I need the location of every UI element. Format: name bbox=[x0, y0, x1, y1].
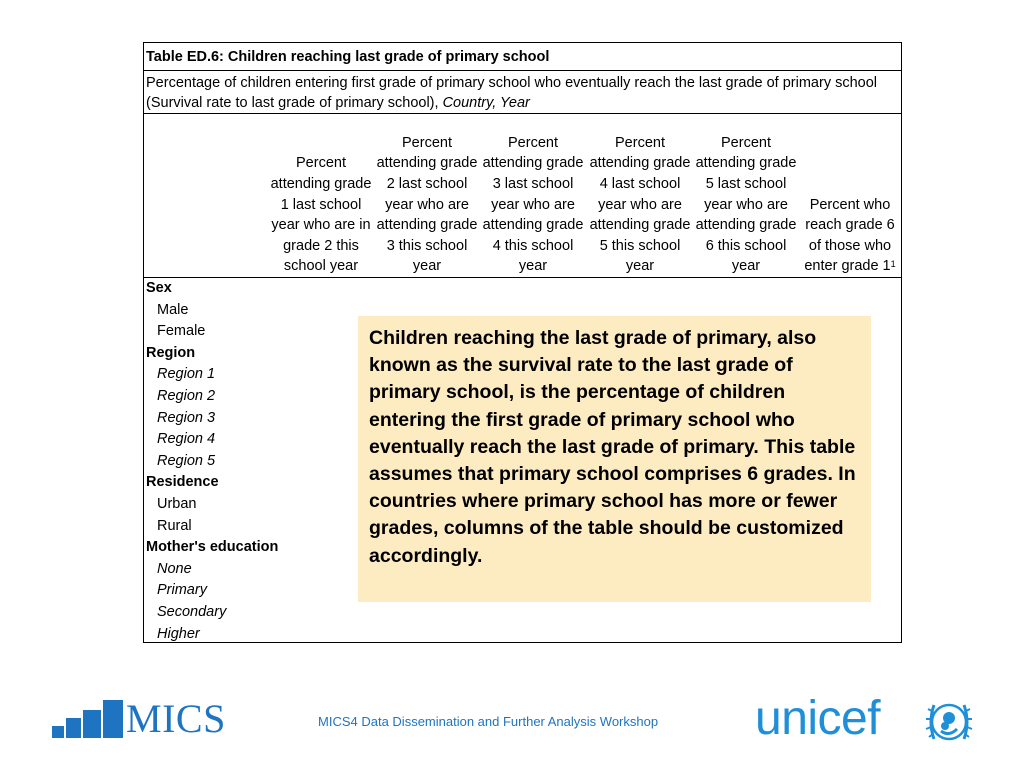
row-label: Male bbox=[157, 301, 189, 318]
column-header-grade4-text: Percent attending grade 4 last school year who are attending grade 5 this school year bbox=[589, 134, 691, 275]
row-label: Region 3 bbox=[157, 409, 216, 426]
column-header-grade5 bbox=[693, 133, 799, 277]
row-label: Urban bbox=[157, 496, 197, 512]
row-label: Female bbox=[157, 323, 206, 340]
row-label: Higher bbox=[157, 625, 200, 642]
column-header-grade4 bbox=[587, 133, 693, 277]
column-header-grade2 bbox=[374, 133, 480, 277]
row-label: Region 5 bbox=[157, 452, 216, 469]
row-label: Rural bbox=[157, 517, 192, 534]
row-label: Primary bbox=[157, 582, 207, 599]
row-label: Region 1 bbox=[157, 366, 216, 383]
column-header-grade3 bbox=[480, 133, 586, 277]
column-header-reach-grade6 bbox=[800, 195, 900, 277]
unicef-emblem-icon bbox=[924, 697, 974, 747]
footer bbox=[0, 690, 1024, 760]
explanatory-note bbox=[358, 316, 871, 602]
row-label: Secondary bbox=[157, 604, 227, 620]
column-header-grade2-text: Percent attending grade 2 last school year who are attending grade 3 this school year bbox=[376, 134, 478, 275]
row-group-header: Region bbox=[146, 344, 196, 361]
row-label: None bbox=[157, 560, 192, 577]
table-description bbox=[144, 71, 901, 114]
explanatory-note-text: Children reaching the last grade of primary, also known as the survival rate to the last grade of primary school, is the percentage of children entering the first grade of primary school who eventually reach the last grade of primary. This table assumes that primary school comprises 6 grades. In countries where primary school has more or fewer grades, columns of the table should be customized accordingly. bbox=[369, 327, 856, 567]
row-group-header: Residence bbox=[146, 474, 219, 491]
mics-logo-text: MICS bbox=[126, 696, 226, 741]
row-label: Region 4 bbox=[157, 431, 216, 448]
column-header-reach-grade6-text: Percent who reach grade 6 of those who enter grade 1 bbox=[804, 196, 895, 275]
workshop-caption: MICS4 Data Dissemination and Further Analysis Workshop bbox=[318, 714, 659, 729]
footnote-marker: 1 bbox=[890, 259, 896, 270]
row-label: Region 2 bbox=[157, 388, 216, 404]
column-header-grade1 bbox=[268, 153, 374, 277]
row-group-header: Sex bbox=[146, 280, 172, 296]
column-header-grade3-text: Percent attending grade 3 last school year who are attending grade 4 this school year bbox=[482, 134, 584, 275]
table-description-text: Percentage of children entering first grade of primary school who eventually reach the last grade of primary school (Survival rate to last grade of primary school), bbox=[146, 75, 878, 111]
unicef-logo-text: unicef bbox=[755, 692, 881, 745]
column-header-grade1-text: Percent attending grade 1 last school year who are in grade 2 this school year bbox=[270, 155, 372, 275]
row-group-header: Mother's education bbox=[146, 539, 279, 556]
table-title: Table ED.6: Children reaching last grade of primary school bbox=[144, 43, 901, 71]
table-description-country-year: Country, Year bbox=[442, 95, 530, 111]
column-header-grade5-text: Percent attending grade 5 last school year who are attending grade 6 this school year bbox=[695, 134, 797, 275]
mics-logo bbox=[50, 696, 250, 741]
column-header-row bbox=[144, 114, 901, 278]
